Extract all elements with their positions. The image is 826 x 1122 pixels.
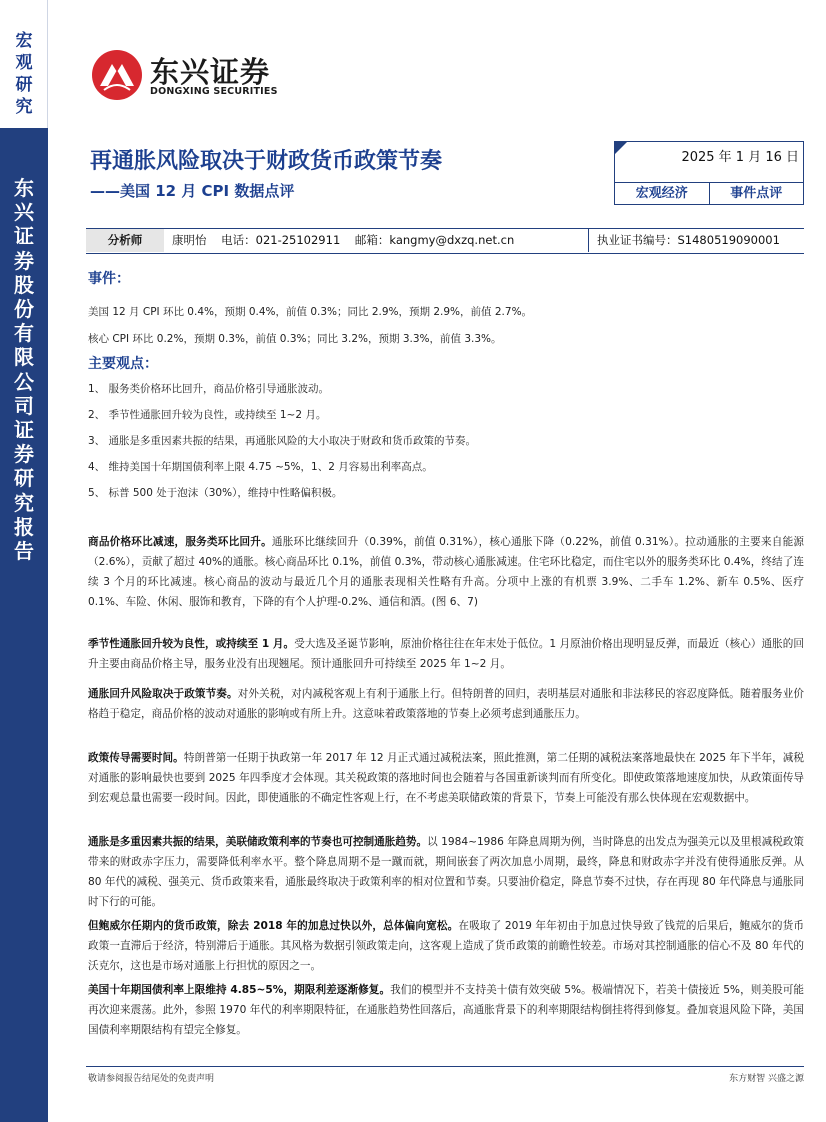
analyst-cert: 执业证书编号：S1480519090001 [588,229,804,252]
corner-triangle-icon [615,142,627,154]
body-paragraph [88,832,804,912]
view-item: 5、 标普 500 处于泡沫（30%），维持中性略偏积极。 [88,487,343,499]
company-logo [90,48,290,104]
event-line: 核心 CPI 环比 0.2%，预期 0.3%，前值 0.3%；同比 3.2%，预期 3.3%，前值 3.3%。 [88,333,502,345]
logo-emblem-icon [90,48,144,102]
logo-name-cn: 东兴证券 [150,55,271,89]
date-tag-box [614,141,804,205]
report-type-label: 东兴证券股份有限公司证券研究报告 [14,176,34,564]
body-paragraph [88,980,804,1040]
paragraph-text: 在吸取了 2019 年年初由于加息过快导致了钱荒的后果后，鲍威尔的货币政策一直滞后于经济，特别滞后于通胀。其风格为数据引领政策走向，这客观上造成了货币政策的前瞻性较差。市场对其控制通胀的信心不及 80 年代的沃克尔，这也是市场对通胀上行担忧的原因之一。 [88,920,804,972]
paragraph-lead: 美国十年期国债利率上限维持 4.85~5%，期限利差逐渐修复。 [88,984,391,996]
footer-divider [86,1066,804,1067]
footer-slogan: 东方财智 兴盛之源 [729,1074,804,1084]
analyst-bar [86,228,804,254]
paragraph-text: 我们的模型并不支持美十债有效突破 5%。极端情况下，若美十债接近 5%，则美股可能再次迎来震荡。此外，参照 1970 年代的利率期限特征，在通胀趋势性回落后，高通胀背景下的利率期限结构倒挂将得到修复。叠加衰退风险下降，美国国债利率期限结构有望完全修复。 [88,984,804,1036]
analyst-phone: 电话：021-25102911 [221,233,341,247]
view-item: 4、 维持美国十年期国债利率上限 4.75 ~5%，1、2 月容易出利率高点。 [88,461,433,473]
analyst-email[interactable]: 邮箱：kangmy@dxzq.net.cn [354,233,515,247]
paragraph-lead: 季节性通胀回升较为良性，或持续至 1 月。 [88,638,295,650]
paragraph-text: 对外关税，对内减税客观上有利于通胀上行。但特朗普的回归，表明基层对通胀和非法移民的容忍度降低。随着服务业价格趋于稳定，商品价格的波动对通胀的影响或有所上升。这意味着政策落地的节奏上必须考虑到通胀压力。 [88,688,805,720]
paragraph-text: 特朗普第一任期于执政第一年 2017 年 12 月正式通过减税法案，照此推测，第二任期的减税法案落地最快在 2025 年下半年，减税对通胀的影响最快也要到 2025 年四季度才会体现。其关税政策的落地时间也会随着与各国重新谈判而有所变化。即使政策落地速度加快，从政策面传导到宏观总量也需要一段时间。因此，即使通胀的不确定性客观上行，在不考虑美联储政策的背景下，节奏上可能没有那么快体现在宏观数据中。 [88,752,805,804]
body-paragraph [88,684,804,724]
views-heading: 主要观点： [88,356,158,372]
report-subtitle: ——美国 12 月 CPI 数据点评 [90,182,295,200]
logo-name-en: DONGXING SECURITIES [150,86,278,97]
report-title: 再通胀风险取决于财政货币政策节奏 [90,149,443,174]
paragraph-text: 通胀环比继续回升（0.39%，前值 0.31%），核心通胀下降（0.22%，前值 0.31%）。拉动通胀的主要来自能源（2.6%），贡献了超过 40%的通胀。核心商品环比 0.1%，前值 0.3%，带动核心通胀减速。住宅环比稳定，而住宅以外的服务类环比 0.4%，终结了连续 3 个月的环比减速。核心商品的波动与最近几个月的通胀表现相关性略有升高。分项中上涨的有机票 3.9%、二手车 1.2%、新车 0.5%、医疗 0.1%、车险、休闲、服饰和教育，下降的有个人护理-0.2%、通信和酒。(图 6、7) [88,536,805,608]
body-paragraph [88,748,804,808]
paragraph-lead: 通胀回升风险取决于政策节奏。 [88,688,238,700]
body-paragraph [88,532,804,612]
analyst-label: 分析师 [86,229,164,252]
paragraph-lead: 通胀是多重因素共振的结果，美联储政策利率的节奏也可控制通胀趋势。 [88,836,428,848]
paragraph-lead: 但鲍威尔任期内的货币政策，除去 2018 年的加息过快以外，总体偏向宽松。 [88,920,459,932]
event-line: 美国 12 月 CPI 环比 0.4%，预期 0.4%，前值 0.3%；同比 2.9%，预期 2.9%，前值 2.7%。 [88,306,533,318]
body-paragraph [88,916,804,976]
paragraph-text: 以 1984~1986 年降息周期为例，当时降息的出发点为强美元以及里根减税政策带来的财政赤字压力，需要降低利率水平。整个降息周期不是一蹴而就，期间嵌套了两次加息小周期，最终，降息和财政赤字并没有使得通胀反弹。从 80 年代的减税、强美元、货币政策来看，通胀最终取决于政策利率的相对位置和节奏。只要油价稳定，降息节奏不过快，存在再现 80 年代降息与通胀同时下行的可能。 [88,836,805,908]
sidebar-report-type [0,128,48,1122]
analyst-name: 康明怡 [172,233,207,247]
paragraph-text: 受大选及圣诞节影响，原油价格往往在年末处于低位。1 月原油价格出现明显反弹，而最近（核心）通胀的回升主要由商品价格主导，服务业没有出现翘尾。预计通胀回升可持续至 2025 年 1~2 月。 [88,638,804,670]
event-heading: 事件： [88,271,130,287]
report-date: 2025 年 1 月 16 日 [681,150,799,165]
view-item: 3、 通胀是多重因素共振的结果，再通胀风险的大小取决于财政和货币政策的节奏。 [88,435,477,447]
analyst-info [172,229,514,252]
footer-disclaimer: 敬请参阅报告结尾处的免责声明 [88,1074,215,1084]
category-label: 宏观研究 [15,31,33,117]
report-tags [615,182,803,204]
view-item: 1、 服务类价格环比回升，商品价格引导通胀波动。 [88,383,330,395]
paragraph-lead: 商品价格环比减速，服务类环比回升。 [88,536,272,548]
body-paragraph [88,634,804,674]
view-item: 2、 季节性通胀回升较为良性，或持续至 1~2 月。 [88,409,327,421]
tag-macro-economy: 宏观经济 [635,186,688,201]
sidebar-category [0,0,48,128]
paragraph-lead: 政策传导需要时间。 [88,752,184,764]
tag-event-review: 事件点评 [709,183,804,204]
